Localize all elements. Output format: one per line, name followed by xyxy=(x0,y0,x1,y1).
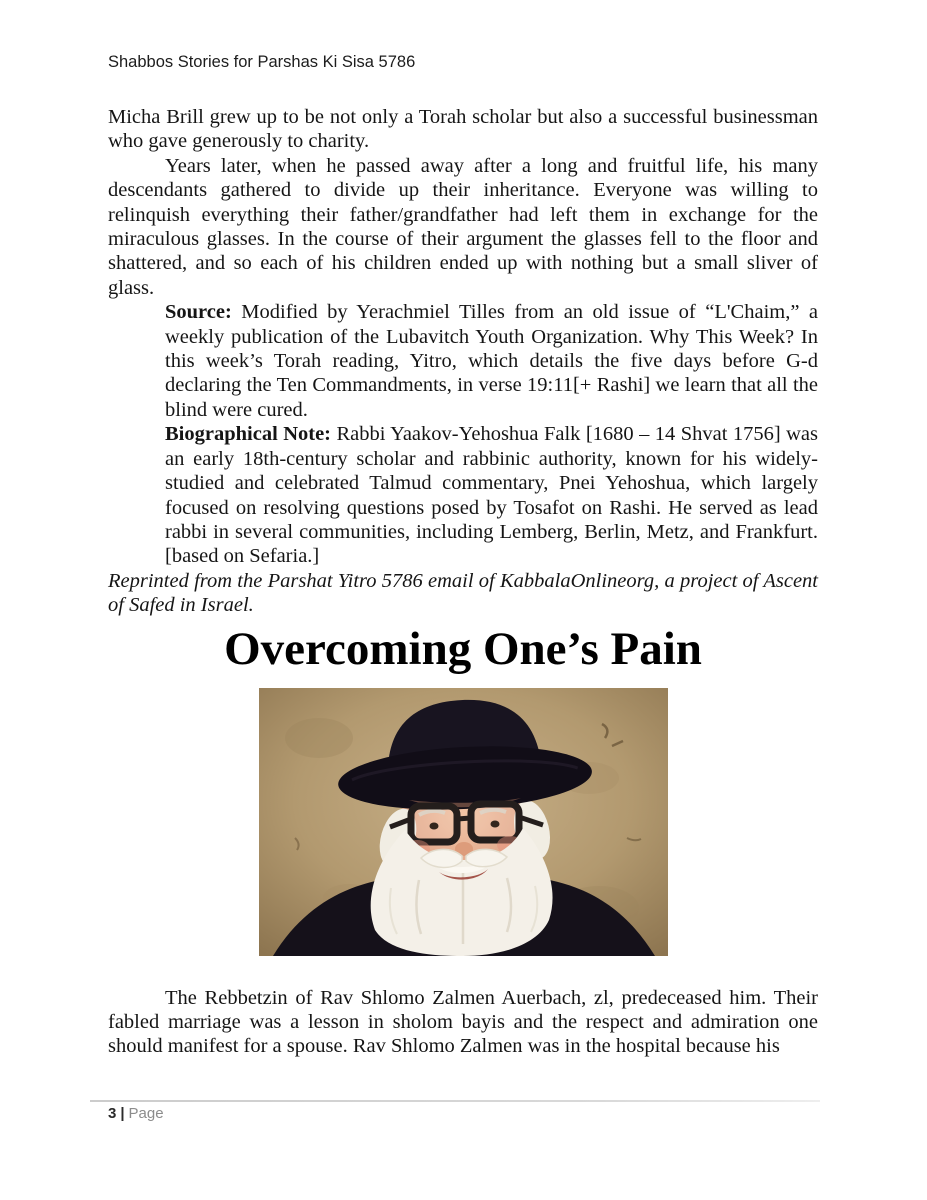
source-note-label: Source: xyxy=(165,301,232,324)
paragraph-years-later: Years later, when he passed away after a long and fruitful life, his many descendants gathered to divide up their inheritance. Everyone was willing to relinquish everything their father/grandfather had left them in exchange for the miraculous glasses. In the course of their argument the glasses fell to the floor and shattered, and so each of his children ended up with nothing but a small sliver of glass. xyxy=(108,154,818,299)
biographical-note xyxy=(165,422,818,568)
footer-rule xyxy=(90,1100,820,1102)
footer-page-label: Page xyxy=(128,1105,164,1122)
paragraph-micha-brill: Micha Brill grew up to be not only a Torah scholar but also a successful businessman who gave generously to charity. xyxy=(108,106,818,153)
footer-separator: | xyxy=(120,1105,125,1122)
biographical-note-label: Biographical Note: xyxy=(165,423,331,446)
reprint-credit-line: Reprinted from the Parshat Yitro 5786 email of KabbalaOnlineorg, a project of Ascent of Safed in Israel. xyxy=(108,569,818,617)
document-body xyxy=(108,105,818,1059)
page-footer xyxy=(108,1105,168,1122)
biographical-note-text: Rabbi Yaakov-Yehoshua Falk [1680 – 14 Shvat 1756] was an early 18th-century scholar and rabbinic authority, known for his widely-studied and celebrated Talmud commentary, Pnei Yehoshua, which largely focused on resolving questions posed by Tosafot on Rashi. He served as lead rabbi in several communities, including Lemberg, Berlin, Metz, and Frankfurt. [based on Sefaria.] xyxy=(165,423,818,568)
rabbi-portrait-illustration xyxy=(259,688,668,956)
notes-block xyxy=(165,300,818,568)
paragraph-rebbetzin: The Rebbetzin of Rav Shlomo Zalmen Auerbach, zl, predeceased him. Their fabled marriage was a lesson in sholom bayis and the respect and admiration one should manifest for a spouse. Rav Shlomo Zalmen was in the hospital because his xyxy=(108,986,818,1058)
page-header-title: Shabbos Stories for Parshas Ki Sisa 5786 xyxy=(108,53,416,71)
story-title: Overcoming One’s Pain xyxy=(224,622,702,675)
source-note xyxy=(165,300,818,422)
footer-page-number: 3 xyxy=(108,1105,117,1122)
rabbi-portrait-photo xyxy=(259,688,668,956)
source-note-text: Modified by Yerachmiel Tilles from an old issue of “L'Chaim,” a weekly publication of the Lubavitch Youth Organization. Why This Week? In this week’s Torah reading, Yitro, which details the five days before G-d declaring the Ten Commandments, in verse 19:11[+ Rashi] we learn that all the blind were cured. xyxy=(165,301,819,421)
